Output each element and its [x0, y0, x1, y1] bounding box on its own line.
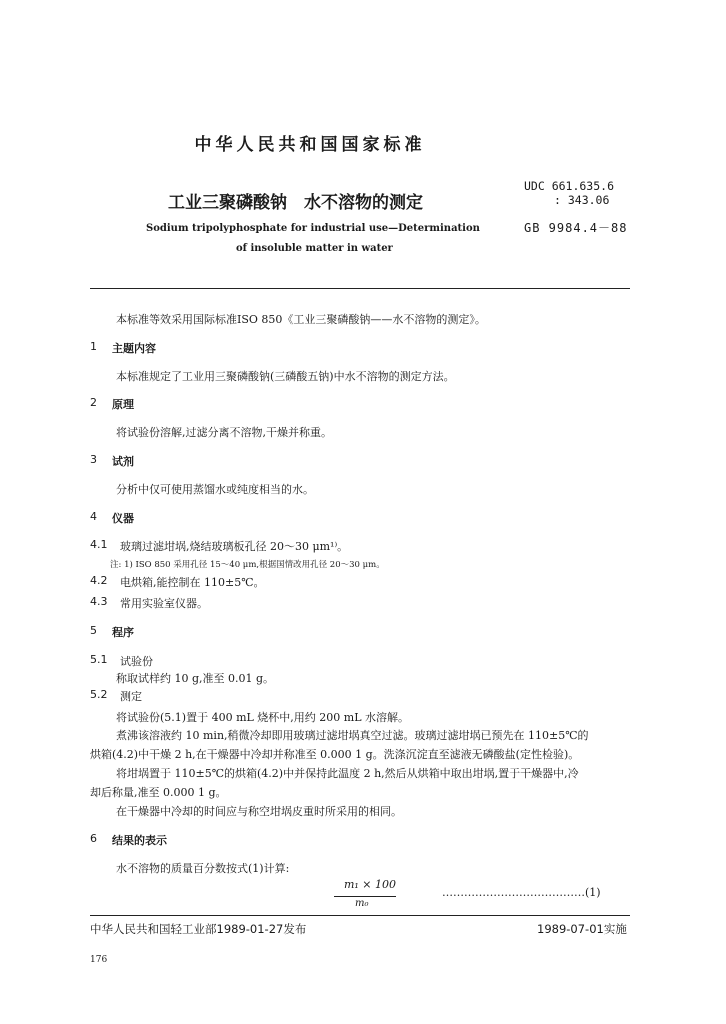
section-1-number: 1 — [90, 340, 97, 353]
section-2-text: 将试验份溶解,过滤分离不溶物,干燥并称重。 — [116, 426, 332, 439]
title-chinese: 工业三聚磷酸钠 水不溶物的测定 — [168, 193, 423, 213]
udc-code-line1: UDC 661.635.6 — [524, 179, 615, 193]
section-3-title: 试剂 — [112, 455, 134, 468]
section-4-number: 4 — [90, 510, 97, 523]
section-6-number: 6 — [90, 832, 97, 845]
udc-code-line2: : 343.06 — [554, 193, 610, 207]
formula-denominator: m₀ — [355, 898, 369, 909]
clause-5-2-line4: 将坩埚置于 110±5℃的烘箱(4.2)中并保持此温度 2 h,然后从烘箱中取出坩埚,置于干燥器中,冷 — [116, 767, 579, 780]
formula-fraction-bar — [334, 896, 396, 897]
clause-4-2-text: 电烘箱,能控制在 110±5℃。 — [120, 576, 265, 589]
effective-date: 1989-07-01实施 — [537, 922, 627, 936]
section-5-title: 程序 — [112, 626, 134, 639]
clause-5-2-line5: 却后称量,准至 0.000 1 g。 — [90, 786, 227, 799]
clause-4-1-number: 4.1 — [90, 538, 108, 551]
clause-5-2-line6: 在干燥器中冷却的时间应与称空坩埚皮重时所采用的相同。 — [116, 805, 402, 818]
formula-number-leader: …………………………………(1) — [442, 886, 601, 899]
section-2-title: 原理 — [112, 398, 134, 411]
section-4-title: 仪器 — [112, 512, 134, 525]
clause-4-2-number: 4.2 — [90, 574, 108, 587]
section-1-text: 本标准规定了工业用三聚磷酸钠(三磷酸五钠)中水不溶物的测定方法。 — [116, 370, 455, 383]
clause-5-2-line2: 煮沸该溶液约 10 min,稍微冷却即用玻璃过滤坩埚真空过滤。玻璃过滤坩埚已预先在 110±5℃的 — [116, 729, 589, 742]
clause-5-1-text: 称取试样约 10 g,准至 0.01 g。 — [116, 672, 275, 685]
section-5-number: 5 — [90, 624, 97, 637]
section-3-text: 分析中仅可使用蒸馏水或纯度相当的水。 — [116, 483, 314, 496]
section-6-text: 水不溶物的质量百分数按式(1)计算: — [116, 862, 290, 875]
clause-4-3-text: 常用实验室仪器。 — [120, 597, 208, 610]
formula-numerator: m₁ × 100 — [343, 878, 397, 891]
section-1-title: 主题内容 — [112, 342, 156, 355]
section-2-number: 2 — [90, 396, 97, 409]
gb-standard-number: GB 9984.4－88 — [524, 221, 628, 235]
section-6-title: 结果的表示 — [112, 834, 167, 847]
section-3-number: 3 — [90, 453, 97, 466]
clause-5-2-line1: 将试验份(5.1)置于 400 mL 烧杯中,用约 200 mL 水溶解。 — [116, 711, 410, 724]
issue-statement: 中华人民共和国轻工业部1989-01-27发布 — [90, 922, 307, 936]
clause-4-1-text: 玻璃过滤坩埚,烧结玻璃板孔径 20～30 μm¹⁾。 — [120, 540, 349, 553]
intro-paragraph: 本标准等效采用国际标准ISO 850《工业三聚磷酸钠——水不溶物的测定》。 — [116, 313, 486, 326]
title-english-line2: of insoluble matter in water — [236, 243, 393, 254]
national-standard-heading: 中华人民共和国国家标准 — [194, 135, 426, 155]
footnote-4-1: 注: 1) ISO 850 采用孔径 15～40 μm,根据国情改用孔径 20～30 μm。 — [110, 560, 385, 570]
clause-5-2-line3: 烘箱(4.2)中干燥 2 h,在干燥器中冷却并称准至 0.000 1 g。洗涤沉淀直至滤液无磷酸盐(定性检验)。 — [90, 748, 580, 761]
clause-5-1-number: 5.1 — [90, 653, 108, 666]
title-english-line1: Sodium tripolyphosphate for industrial use—Determination — [146, 223, 480, 234]
page-number: 176 — [90, 955, 108, 965]
clause-4-3-number: 4.3 — [90, 595, 108, 608]
header-rule — [90, 288, 630, 289]
footer-rule — [90, 915, 630, 916]
clause-5-2-title: 测定 — [120, 690, 142, 703]
clause-5-1-title: 试验份 — [120, 655, 153, 668]
clause-5-2-number: 5.2 — [90, 688, 108, 701]
